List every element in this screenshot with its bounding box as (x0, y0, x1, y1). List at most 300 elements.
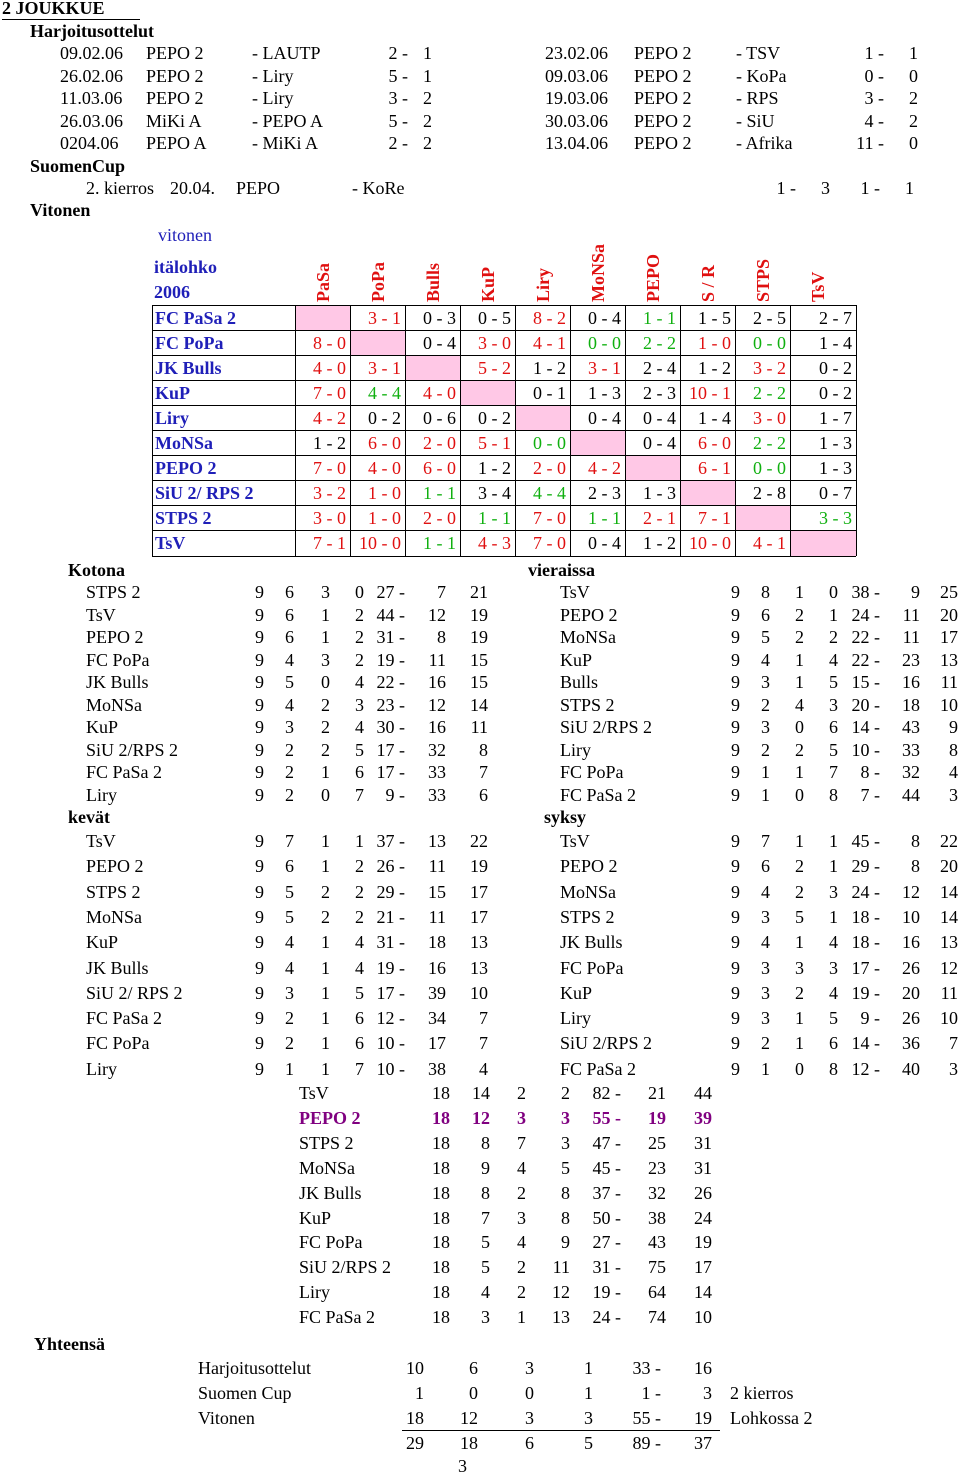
standing-points: 21 (470, 582, 488, 602)
matrix-cell: 7 - 1 (698, 508, 731, 528)
practice-score-away: 1 (909, 43, 918, 63)
standing-played: 18 (432, 1132, 450, 1153)
practice-home: PEPO 2 (146, 66, 204, 86)
standing-won: 4 (761, 649, 770, 670)
standing-drawn: 1 (795, 1033, 804, 1054)
standing-goals-for: 14 - (851, 1033, 880, 1054)
standing-points: 31 (694, 1157, 712, 1178)
standing-won: 3 (761, 982, 770, 1003)
standing-lost: 2 (355, 856, 364, 877)
standing-played: 18 (432, 1282, 450, 1303)
standing-goals-against: 33 (428, 784, 446, 805)
standing-won: 6 (761, 856, 770, 877)
matrix-col-header: MoNSa (588, 244, 608, 302)
standing-goals-against: 36 (902, 1033, 920, 1054)
matrix-hline (152, 505, 856, 506)
standing-drawn: 1 (321, 831, 330, 851)
matrix-vline (570, 305, 571, 556)
standing-played: 9 (255, 982, 264, 1003)
standing-lost: 4 (355, 932, 364, 953)
standing-drawn: 2 (795, 627, 804, 647)
standing-goals-for: 9 - (860, 1008, 880, 1029)
standing-points: 12 (940, 957, 958, 978)
standing-goals-for: 44 - (376, 604, 405, 625)
matrix-cell: 2 - 2 (753, 433, 786, 453)
standing-drawn: 1 (321, 762, 330, 782)
matrix-row-team: JK Bulls (155, 358, 222, 378)
practice-home: PEPO 2 (634, 111, 692, 131)
standing-drawn: 2 (795, 982, 804, 1003)
standing-played: 18 (432, 1182, 450, 1203)
standing-lost: 11 (552, 1257, 570, 1278)
matrix-cell: 6 - 0 (368, 433, 401, 453)
matrix-cell: 10 - 1 (689, 383, 731, 403)
total-label: Harjoitusottelut (198, 1358, 311, 1378)
section-title-vitonen: Vitonen (30, 200, 91, 220)
standing-goals-against: 38 (648, 1207, 666, 1228)
standing-goals-for: 19 - (376, 957, 405, 978)
practice-away: - KoPa (736, 66, 787, 86)
section-title-kotona: Kotona (68, 560, 126, 580)
total-played: 10 (406, 1358, 424, 1378)
total-goals-for: 33 - (632, 1358, 661, 1378)
practice-score-away: 1 (423, 66, 432, 86)
standing-goals-against: 26 (902, 1008, 920, 1029)
standing-team: Liry (560, 739, 591, 760)
matrix-cell: 0 - 0 (533, 433, 566, 453)
standing-goals-for: 10 - (376, 1058, 405, 1079)
practice-home: PEPO 2 (634, 133, 692, 153)
matrix-cell: 1 - 1 (423, 533, 456, 553)
matrix-cell: 10 - 0 (359, 533, 401, 553)
matrix-row-team: SiU 2/ RPS 2 (155, 483, 254, 503)
matrix-hline (152, 330, 856, 331)
standing-goals-for: 20 - (851, 694, 880, 715)
standing-played: 9 (255, 932, 264, 953)
standing-drawn: 2 (321, 717, 330, 737)
standing-goals-for: 55 - (592, 1107, 621, 1128)
standing-drawn: 2 (517, 1282, 526, 1303)
standing-lost: 1 (355, 831, 364, 851)
total-won: 18 (460, 1433, 478, 1453)
standing-points: 22 (470, 831, 488, 851)
matrix-cell: 4 - 0 (368, 458, 401, 478)
cup-score: 3 (821, 178, 830, 198)
matrix-cell: 3 - 3 (819, 508, 852, 528)
matrix-diagonal (681, 481, 735, 505)
standing-lost: 4 (829, 982, 838, 1003)
matrix-cell: 7 - 1 (313, 533, 346, 553)
standing-lost: 7 (829, 762, 838, 782)
standing-played: 9 (255, 627, 264, 647)
standing-drawn: 3 (517, 1207, 526, 1228)
standing-goals-for: 38 - (851, 582, 880, 602)
matrix-cell: 4 - 0 (313, 358, 346, 378)
standing-team: STPS 2 (560, 906, 615, 927)
standing-lost: 6 (829, 1033, 838, 1054)
matrix-col-header: PaSa (313, 262, 333, 302)
matrix-cell: 0 - 2 (368, 408, 401, 428)
practice-score-away: 1 (423, 43, 432, 63)
standing-drawn: 1 (321, 604, 330, 625)
standing-points: 24 (694, 1207, 712, 1228)
standing-played: 9 (731, 762, 740, 782)
practice-away: - RPS (736, 88, 779, 108)
matrix-cell: 2 - 3 (643, 383, 676, 403)
matrix-cell: 4 - 0 (423, 383, 456, 403)
standing-points: 7 (949, 1033, 958, 1054)
matrix-cell: 5 - 2 (478, 358, 511, 378)
matrix-row-team: TsV (155, 533, 186, 553)
matrix-cell: 1 - 0 (368, 508, 401, 528)
standing-goals-for: 7 - (860, 784, 880, 805)
practice-home: MiKi A (146, 111, 202, 131)
matrix-cell: 3 - 1 (368, 358, 401, 378)
standing-won: 5 (481, 1232, 490, 1253)
matrix-cell: 1 - 3 (588, 383, 621, 403)
standing-played: 9 (255, 856, 264, 877)
standing-goals-for: 19 - (851, 982, 880, 1003)
matrix-cell: 4 - 2 (313, 408, 346, 428)
standing-lost: 4 (355, 957, 364, 978)
standing-drawn: 1 (795, 831, 804, 851)
matrix-cell: 1 - 2 (643, 533, 676, 553)
matrix-vline (350, 305, 351, 556)
practice-score-away: 2 (909, 111, 918, 131)
standing-team: FC PoPa (86, 1033, 150, 1054)
practice-date: 26.02.06 (60, 66, 123, 86)
standing-team: KuP (86, 932, 119, 953)
standing-drawn: 1 (321, 856, 330, 877)
cup-score: 1 - (860, 178, 880, 198)
standing-won: 5 (481, 1257, 490, 1278)
standing-team: MoNSa (560, 881, 617, 902)
matrix-cell: 3 - 0 (313, 508, 346, 528)
standing-goals-for: 45 - (592, 1157, 621, 1178)
standing-won: 2 (285, 1008, 294, 1029)
standing-played: 9 (255, 604, 264, 625)
standing-team: FC PaSa 2 (299, 1307, 376, 1328)
standing-team: FC PaSa 2 (86, 1008, 163, 1029)
standing-goals-against: 9 (911, 582, 920, 602)
standing-goals-against: 11 (428, 856, 446, 877)
standing-lost: 2 (561, 1083, 570, 1103)
matrix-cell: 1 - 0 (698, 333, 731, 353)
standing-played: 9 (731, 739, 740, 760)
standing-points: 13 (940, 649, 958, 670)
standing-team: FC PoPa (560, 762, 624, 782)
matrix-cell: 1 - 4 (698, 408, 731, 428)
standing-lost: 2 (355, 906, 364, 927)
standing-drawn: 1 (795, 649, 804, 670)
standing-goals-for: 9 - (385, 784, 405, 805)
standing-team: FC PaSa 2 (560, 1058, 637, 1079)
standing-played: 9 (731, 1033, 740, 1054)
standing-drawn: 1 (795, 762, 804, 782)
standing-goals-against: 16 (428, 717, 446, 737)
matrix-cell: 6 - 1 (698, 458, 731, 478)
standing-lost: 3 (355, 694, 364, 715)
section-title-syksy: syksy (544, 807, 587, 827)
standing-goals-for: 18 - (851, 906, 880, 927)
standing-goals-against: 32 (428, 739, 446, 760)
standing-won: 7 (285, 831, 294, 851)
matrix-hline (152, 480, 856, 481)
matrix-cell: 2 - 1 (643, 508, 676, 528)
practice-score-away: 2 (423, 133, 432, 153)
standing-lost: 4 (829, 649, 838, 670)
standing-points: 14 (470, 694, 488, 715)
matrix-cell: 5 - 1 (478, 433, 511, 453)
standing-lost: 8 (561, 1207, 570, 1228)
matrix-vline (856, 305, 857, 556)
practice-score-home: 3 - (388, 88, 408, 108)
standing-team: SiU 2/RPS 2 (560, 717, 653, 737)
standing-goals-against: 44 (902, 784, 920, 805)
standing-drawn: 2 (517, 1182, 526, 1203)
standing-points: 13 (470, 957, 488, 978)
standing-won: 3 (285, 717, 294, 737)
standing-points: 14 (940, 881, 958, 902)
practice-date: 30.03.06 (545, 111, 608, 131)
standing-won: 6 (285, 604, 294, 625)
standing-won: 6 (285, 582, 294, 602)
standing-lost: 1 (829, 831, 838, 851)
standing-lost: 3 (829, 957, 838, 978)
matrix-cell: 1 - 5 (698, 308, 731, 328)
matrix-hline (152, 430, 856, 431)
matrix-col-header: PoPa (368, 262, 388, 302)
standing-goals-for: 27 - (376, 582, 405, 602)
standing-won: 1 (761, 1058, 770, 1079)
standing-drawn: 7 (517, 1132, 526, 1153)
matrix-cell: 1 - 3 (819, 458, 852, 478)
standing-points: 44 (694, 1083, 712, 1103)
matrix-cell: 1 - 0 (368, 483, 401, 503)
total-label: Vitonen (198, 1408, 255, 1428)
total-note: Lohkossa 2 (730, 1408, 813, 1428)
standing-team: Liry (299, 1282, 330, 1303)
standing-won: 2 (285, 784, 294, 805)
standing-drawn: 1 (795, 672, 804, 692)
section-title-kevat: kevät (68, 807, 110, 827)
standing-drawn: 0 (795, 1058, 804, 1079)
practice-away: - Liry (252, 88, 294, 108)
matrix-cell: 8 - 2 (533, 308, 566, 328)
standing-drawn: 4 (517, 1232, 526, 1253)
matrix-cell: 2 - 3 (588, 483, 621, 503)
standing-team: SiU 2/RPS 2 (86, 739, 179, 760)
total-goals-against: 37 (694, 1433, 712, 1453)
standing-goals-against: 43 (902, 717, 920, 737)
cup-score: 1 (905, 178, 914, 198)
standing-lost: 3 (829, 881, 838, 902)
standing-goals-for: 10 - (851, 739, 880, 760)
total-drawn: 0 (525, 1383, 534, 1403)
total-lost: 5 (584, 1433, 593, 1453)
standing-lost: 3 (561, 1132, 570, 1153)
standing-points: 15 (470, 649, 488, 670)
standing-points: 25 (940, 582, 958, 602)
standing-played: 9 (731, 1008, 740, 1029)
standing-goals-for: 29 - (376, 881, 405, 902)
matrix-cell: 0 - 7 (819, 483, 852, 503)
standing-drawn: 3 (795, 957, 804, 978)
standing-goals-against: 7 (437, 582, 446, 602)
practice-score-home: 4 - (864, 111, 884, 131)
standing-goals-for: 45 - (851, 831, 880, 851)
standing-lost: 5 (829, 1008, 838, 1029)
standing-lost: 8 (829, 1058, 838, 1079)
standing-drawn: 2 (795, 604, 804, 625)
standing-team: FC PaSa 2 (560, 784, 637, 805)
standing-goals-against: 40 (902, 1058, 920, 1079)
vitonen-label: 2006 (154, 282, 190, 302)
vitonen-label: itälohko (154, 257, 218, 277)
matrix-vline (405, 305, 406, 556)
standing-drawn: 1 (795, 1008, 804, 1029)
matrix-cell: 0 - 4 (423, 333, 456, 353)
standing-points: 17 (470, 881, 488, 902)
standing-goals-against: 15 (428, 881, 446, 902)
standing-played: 9 (255, 1008, 264, 1029)
standing-goals-for: 23 - (376, 694, 405, 715)
standing-goals-against: 75 (648, 1257, 666, 1278)
standing-lost: 5 (561, 1157, 570, 1178)
standing-goals-for: 8 - (860, 762, 880, 782)
matrix-hline (152, 305, 856, 306)
standing-points: 20 (940, 856, 958, 877)
standing-lost: 5 (829, 672, 838, 692)
standing-played: 9 (255, 957, 264, 978)
matrix-cell: 1 - 3 (819, 433, 852, 453)
standing-won: 8 (481, 1182, 490, 1203)
standing-played: 9 (731, 784, 740, 805)
standing-goals-against: 38 (428, 1058, 446, 1079)
standing-team: PEPO 2 (86, 856, 144, 877)
matrix-cell: 1 - 2 (313, 433, 346, 453)
section-title-vieraissa: vieraissa (528, 560, 595, 580)
matrix-cell: 3 - 2 (753, 358, 786, 378)
standing-played: 9 (255, 694, 264, 715)
matrix-cell: 3 - 2 (313, 483, 346, 503)
standing-won: 8 (761, 582, 770, 602)
standing-goals-against: 64 (648, 1282, 666, 1303)
practice-score-home: 5 - (388, 66, 408, 86)
matrix-col-header: PEPO (643, 254, 663, 302)
standing-drawn: 4 (517, 1157, 526, 1178)
standing-lost: 2 (355, 881, 364, 902)
standing-goals-for: 19 - (376, 649, 405, 670)
standing-played: 9 (255, 784, 264, 805)
standing-team: SiU 2/RPS 2 (560, 1033, 653, 1054)
standing-goals-for: 29 - (851, 856, 880, 877)
matrix-cell: 7 - 0 (533, 533, 566, 553)
matrix-cell: 0 - 2 (819, 358, 852, 378)
practice-score-home: 5 - (388, 111, 408, 131)
standing-played: 18 (432, 1107, 450, 1128)
standing-won: 8 (481, 1132, 490, 1153)
standing-goals-for: 50 - (592, 1207, 621, 1228)
standing-played: 9 (255, 739, 264, 760)
standing-won: 5 (285, 672, 294, 692)
matrix-col-header: Bulls (423, 262, 443, 302)
standing-goals-for: 47 - (592, 1132, 621, 1153)
standing-goals-against: 32 (648, 1182, 666, 1203)
standing-goals-against: 10 (902, 906, 920, 927)
matrix-hline (152, 355, 856, 356)
standing-lost: 6 (355, 1033, 364, 1054)
standing-points: 7 (479, 1033, 488, 1054)
standing-points: 8 (479, 739, 488, 760)
standing-team: KuP (86, 717, 119, 737)
standing-points: 31 (694, 1132, 712, 1153)
standing-team: TsV (86, 604, 116, 625)
standing-drawn: 2 (321, 694, 330, 715)
matrix-diagonal (791, 531, 856, 556)
standing-team: JK Bulls (560, 932, 623, 953)
standing-team: PEPO 2 (560, 856, 618, 877)
standing-drawn: 2 (517, 1257, 526, 1278)
matrix-cell: 1 - 2 (533, 358, 566, 378)
matrix-vline (152, 305, 153, 556)
standing-team: MoNSa (86, 694, 143, 715)
standing-lost: 6 (355, 1008, 364, 1029)
standing-goals-for: 24 - (851, 604, 880, 625)
matrix-cell: 7 - 0 (533, 508, 566, 528)
standing-won: 4 (761, 932, 770, 953)
practice-home: PEPO 2 (634, 88, 692, 108)
matrix-cell: 0 - 2 (478, 408, 511, 428)
standing-goals-against: 8 (911, 856, 920, 877)
matrix-diagonal (406, 356, 460, 380)
cup-score: 1 - (776, 178, 796, 198)
matrix-cell: 0 - 4 (588, 308, 621, 328)
matrix-vline (625, 305, 626, 556)
standing-team: STPS 2 (86, 582, 141, 602)
standing-team: PEPO 2 (86, 627, 144, 647)
standing-team: STPS 2 (560, 694, 615, 715)
standing-team: SiU 2/RPS 2 (299, 1257, 392, 1278)
standing-drawn: 1 (795, 932, 804, 953)
standing-team: Liry (86, 1058, 117, 1079)
matrix-vline (295, 305, 296, 556)
standing-lost: 8 (829, 784, 838, 805)
standing-team: STPS 2 (299, 1132, 354, 1153)
standing-lost: 3 (829, 694, 838, 715)
matrix-cell: 4 - 3 (478, 533, 511, 553)
standing-won: 2 (285, 1033, 294, 1054)
standing-played: 9 (255, 1058, 264, 1079)
standing-points: 11 (940, 982, 958, 1003)
standing-goals-against: 16 (902, 672, 920, 692)
cup-away: - KoRe (352, 178, 405, 198)
standing-lost: 4 (355, 672, 364, 692)
practice-score-home: 11 - (856, 133, 884, 153)
standing-won: 7 (481, 1207, 490, 1228)
standing-played: 9 (255, 881, 264, 902)
standing-played: 9 (255, 649, 264, 670)
matrix-cell: 8 - 0 (313, 333, 346, 353)
matrix-cell: 7 - 0 (313, 383, 346, 403)
standing-team: STPS 2 (86, 881, 141, 902)
standing-goals-against: 39 (428, 982, 446, 1003)
standing-points: 19 (470, 604, 488, 625)
practice-home: PEPO A (146, 133, 207, 153)
standing-won: 4 (285, 694, 294, 715)
standing-drawn: 2 (795, 881, 804, 902)
standing-points: 11 (470, 717, 488, 737)
